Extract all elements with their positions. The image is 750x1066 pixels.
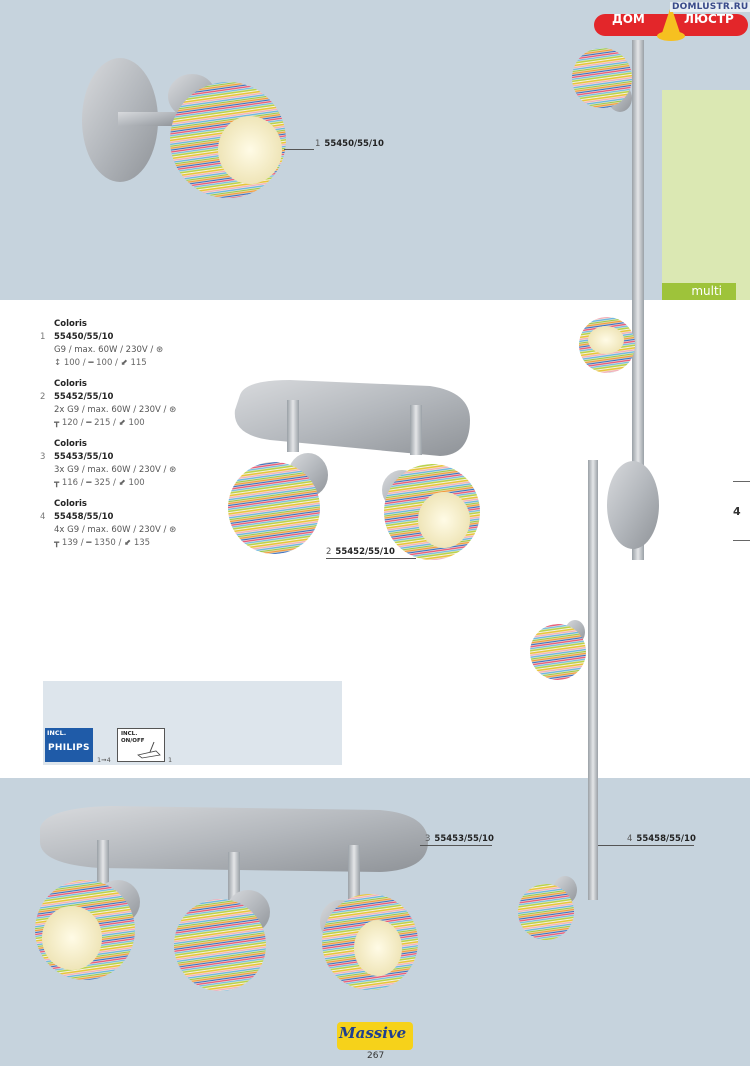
callout-4-line	[598, 845, 694, 846]
massive-logo-text: Massive	[339, 1024, 407, 1042]
brand-name-left: ДОМ	[612, 12, 645, 26]
product-name: Coloris	[54, 319, 87, 329]
product-code: 55452/55/10	[54, 392, 114, 402]
section-tab-label: multi	[662, 283, 736, 300]
page-number: 267	[367, 1051, 385, 1061]
product-1-image	[82, 58, 286, 198]
callout-code: 55452/55/10	[335, 547, 395, 557]
onoff-label: ON/OFF	[121, 738, 145, 744]
onoff-switch-badge	[117, 728, 165, 762]
brand-domain: DOMLUSTR.RU	[672, 2, 749, 12]
product-code: 55453/55/10	[54, 452, 114, 462]
product-dims: ┳ 116 / ━ 325 / ⬋ 100	[54, 478, 145, 488]
product-4-image	[518, 40, 659, 940]
callout-3	[425, 834, 494, 845]
callout-2-line	[326, 558, 416, 559]
product-number: 2	[40, 392, 46, 402]
product-dims: ↕ 100 / ━ 100 / ⬋ 115	[54, 358, 147, 368]
callout-code: 55450/55/10	[324, 139, 384, 149]
product-name: Coloris	[54, 439, 87, 449]
product-name: Coloris	[54, 379, 87, 389]
callout-3-line	[420, 845, 492, 846]
spec-product-4	[40, 498, 210, 550]
callout-1-line	[284, 149, 314, 150]
product-number: 3	[40, 452, 46, 462]
product-spec: G9 / max. 60W / 230V / ⊛	[54, 345, 164, 355]
product-spec: 2x G9 / max. 60W / 230V / ⊛	[54, 405, 177, 415]
callout-4	[627, 834, 696, 845]
philips-incl-label: INCL.	[47, 729, 67, 737]
product-code: 55450/55/10	[54, 332, 114, 342]
side-page-number: 4	[733, 505, 741, 518]
product-3-image	[35, 806, 431, 991]
product-2-image	[228, 380, 480, 560]
philips-bulb-badge	[45, 728, 93, 762]
page-rule-bottom	[733, 540, 750, 541]
onoff-incl-label: INCL.	[121, 731, 138, 737]
callout-number: 2	[326, 547, 332, 557]
product-specs	[40, 318, 210, 558]
spec-product-2	[40, 378, 210, 430]
product-number: 4	[40, 512, 46, 522]
callout-code: 55458/55/10	[636, 834, 696, 844]
spec-product-3	[40, 438, 210, 490]
product-dims: ┳ 139 / ━ 1350 / ⬋ 135	[54, 538, 151, 548]
callout-2	[326, 547, 395, 558]
product-dims: ┳ 120 / ━ 215 / ⬋ 100	[54, 418, 145, 428]
callout-number: 1	[315, 139, 321, 149]
callout-number: 4	[627, 834, 633, 844]
page-rule-top	[733, 481, 750, 482]
product-code: 55458/55/10	[54, 512, 114, 522]
callout-number: 3	[425, 834, 431, 844]
onoff-note: 1	[168, 756, 173, 764]
brand-name-right: ЛЮСТР	[684, 12, 734, 26]
spec-product-1	[40, 318, 210, 370]
product-spec: 3x G9 / max. 60W / 230V / ⊛	[54, 465, 177, 475]
philips-brand-label: PHILIPS	[48, 743, 90, 753]
product-spec: 4x G9 / max. 60W / 230V / ⊛	[54, 525, 177, 535]
product-name: Coloris	[54, 499, 87, 509]
callout-1	[315, 139, 384, 150]
philips-note: 1➞4	[97, 756, 111, 764]
switch-icon	[136, 739, 162, 759]
callout-code: 55453/55/10	[434, 834, 494, 844]
product-number: 1	[40, 332, 46, 342]
